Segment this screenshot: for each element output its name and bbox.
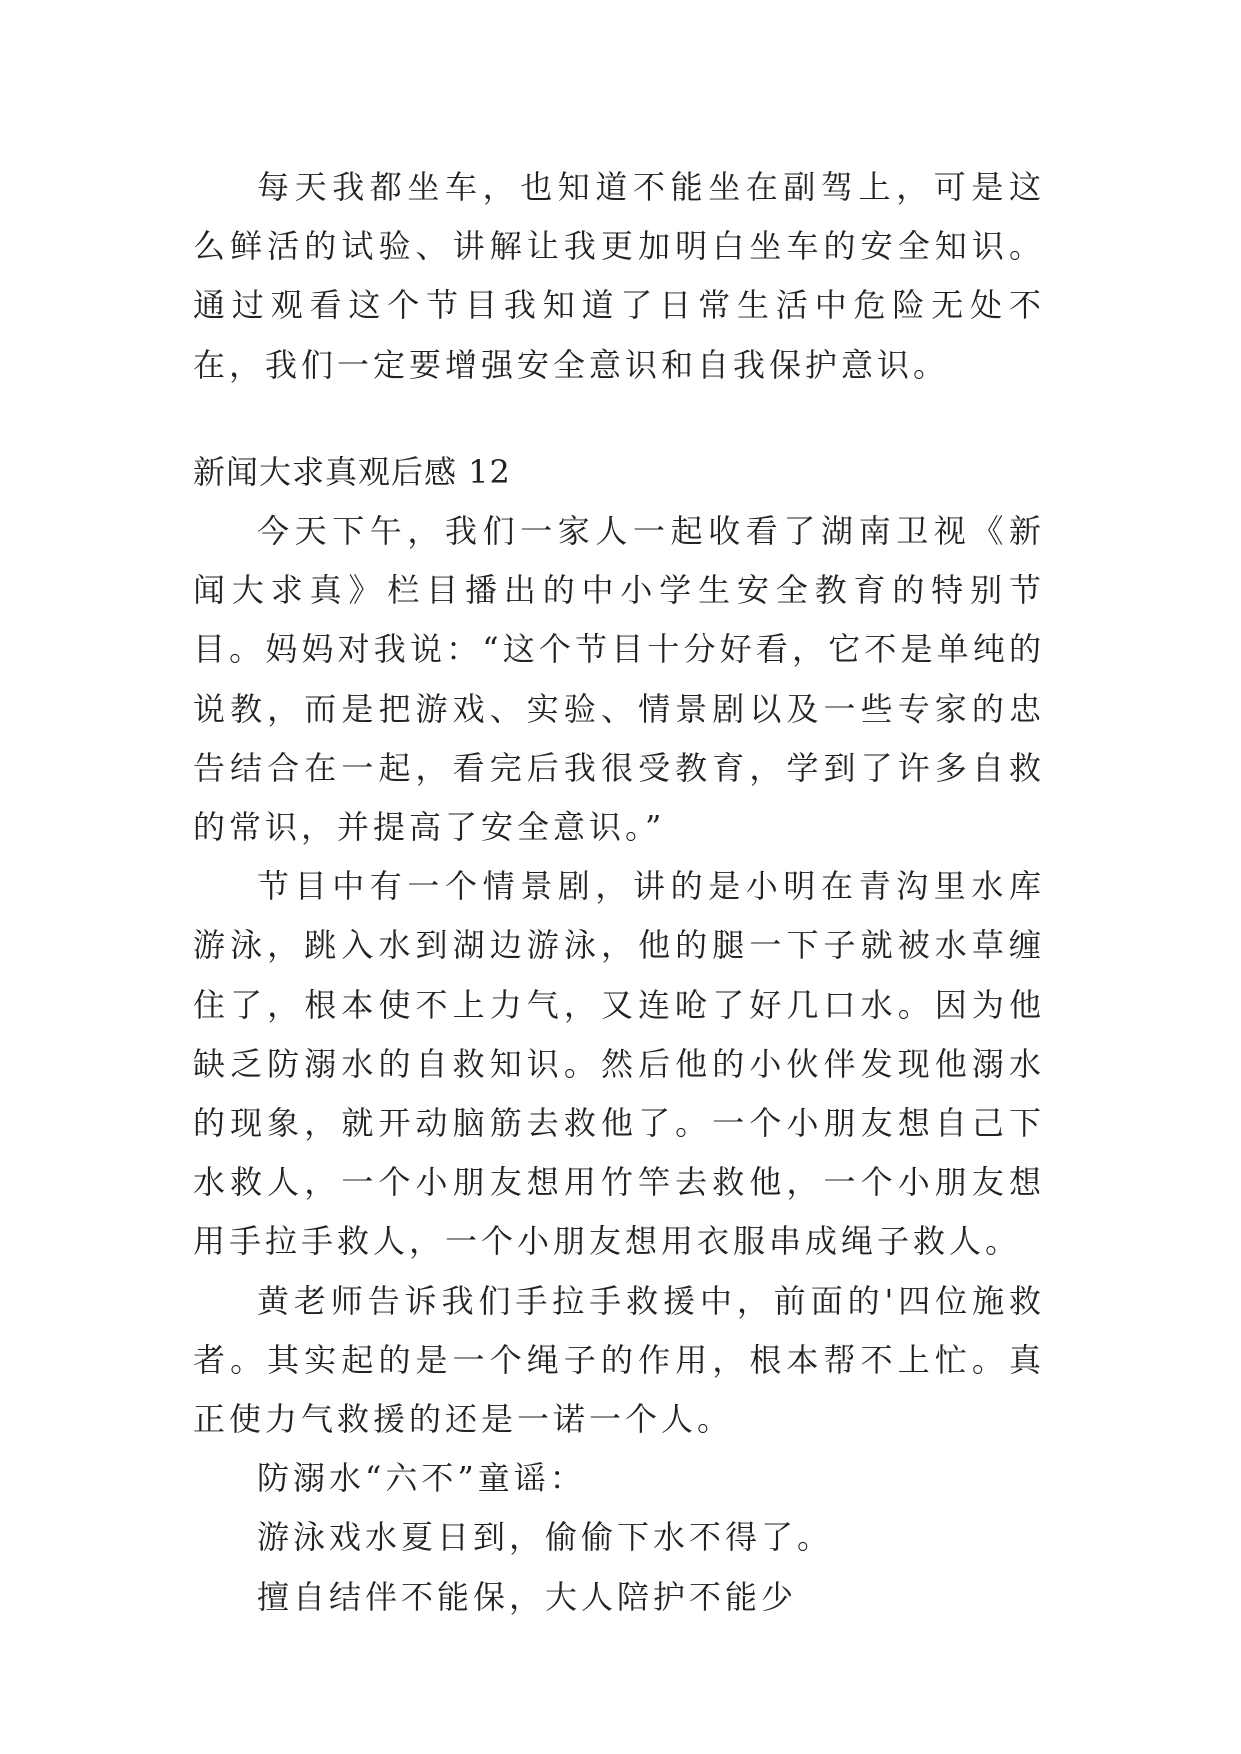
paragraph-teacher-advice: 黄老师告诉我们手拉手救援中，前面的'四位施救者。其实起的是一个绳子的作用，根本帮不上忙。真正使力气救援的还是一诺一个人。 [193, 1281, 1045, 1439]
rhyme-line-2: 擅自结伴不能保，大人陪护不能少 [257, 1577, 798, 1616]
paragraph-drowning-drama: 节目中有一个情景剧，讲的是小明在青沟里水库游泳，跳入水到湖边游泳，他的腿一下子就被水草缠住了，根本使不上力气，又连呛了好几口水。因为他缺乏防溺水的自救知识。然后他的小伙伴发现他溺水的现象，就开动脑筋去救他了。一个小朋友想自己下水救人，一个小朋友想用竹竿去救他，一个小朋友想用手拉手救人，一个小朋友想用衣服串成绳子救人。 [193, 867, 1045, 1261]
rhyme-line-1: 游泳戏水夏日到，偷偷下水不得了。 [257, 1518, 834, 1557]
rhyme-title: 防溺水“六不”童谣： [257, 1459, 586, 1498]
section-title: 新闻大求真观后感 12 [193, 452, 511, 491]
document-body [193, 158, 1045, 1627]
paragraph-program-intro: 今天下午，我们一家人一起收看了湖南卫视《新闻大求真》栏目播出的中小学生安全教育的特别节目。妈妈对我说：“这个节目十分好看，它不是单纯的说教，而是把游戏、实验、情景剧以及一些专家的忠告结合在一起，看完后我很受教育，学到了许多自救的常识，并提高了安全意识。” [193, 512, 1045, 847]
paragraph-car-safety: 每天我都坐车，也知道不能坐在副驾上，可是这么鲜活的试验、讲解让我更加明白坐车的安全知识。通过观看这个节目我知道了日常生活中危险无处不在，我们一定要增强安全意识和自我保护意识。 [193, 168, 1045, 384]
